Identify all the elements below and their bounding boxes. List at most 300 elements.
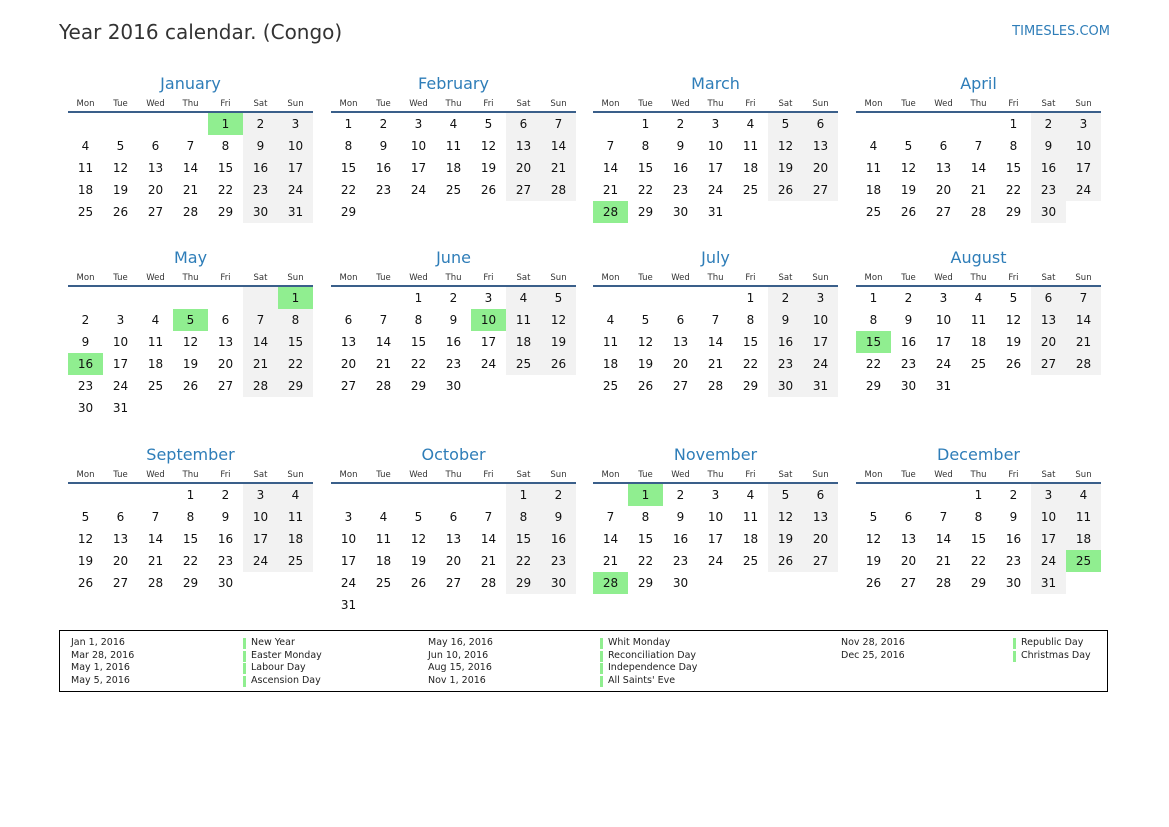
day-cell: 30 [672,205,689,219]
day-cell: 9 [676,139,685,153]
weekday-header: Fri [733,271,768,287]
day-cell: 18 [970,335,987,349]
day-cell: 26 [900,205,917,219]
day-cell: 17 [1066,157,1101,179]
holiday-day-cell: 5 [173,309,208,331]
day-cell: 2 [1009,488,1018,502]
day-cell: 10 [707,139,724,153]
day-cell: 18 [77,183,94,197]
weekday-header: Sun [803,271,838,287]
day-cell: 6 [344,313,353,327]
month-grid [331,271,576,397]
day-cell: 1 [414,291,423,305]
day-cell: 20 [445,554,462,568]
day-cell: 8 [869,313,878,327]
weekday-header: Fri [996,468,1031,484]
day-cell: 15 [1005,161,1022,175]
day-cell: 10 [1066,135,1101,157]
month-april [856,74,1101,223]
day-cell: 30 [541,572,576,594]
day-cell: 8 [186,510,195,524]
holiday-marker [243,651,246,662]
day-cell: 5 [484,117,493,131]
day-cell: 9 [243,135,278,157]
weekday-header: Thu [436,97,471,113]
empty-day-cell [103,113,138,135]
weekday-header: Sun [541,468,576,484]
day-cell: 23 [445,357,462,371]
day-cell: 27 [803,550,838,572]
month-name: August [950,248,1007,267]
day-cell: 12 [900,161,917,175]
day-cell: 9 [1009,510,1018,524]
month-january [68,74,313,223]
day-cell: 10 [112,335,129,349]
empty-day-cell [278,397,313,419]
weekday-header: Tue [628,271,663,287]
weekday-header: Sat [243,271,278,287]
weekday-header: Fri [996,97,1031,113]
weekday-header: Tue [366,271,401,287]
day-cell: 6 [803,113,838,135]
weekday-header: Sat [768,468,803,484]
day-cell: 2 [449,291,458,305]
holiday-marker [600,651,603,662]
weekday-header: Sat [1031,97,1066,113]
day-cell: 29 [182,576,199,590]
empty-day-cell [436,594,471,616]
weekday-header: Sun [278,271,313,287]
weekday-header: Fri [208,271,243,287]
holiday-legend [59,630,1108,692]
day-cell: 29 [865,379,882,393]
day-cell: 24 [278,179,313,201]
day-cell: 25 [147,379,164,393]
empty-day-cell [366,201,401,223]
weekday-header: Mon [856,271,891,287]
day-cell: 4 [379,510,388,524]
day-cell: 20 [112,554,129,568]
weekday-header: Tue [366,468,401,484]
day-cell: 25 [970,357,987,371]
day-cell: 17 [707,161,724,175]
day-cell: 29 [278,375,313,397]
day-cell: 12 [182,335,199,349]
day-cell: 21 [1066,331,1101,353]
empty-day-cell [401,484,436,506]
day-cell: 25 [278,550,313,572]
holiday-day-cell: 1 [208,113,243,135]
day-cell: 28 [243,375,278,397]
month-name: May [173,248,208,267]
month-name: April [960,74,997,93]
day-cell: 22 [506,550,541,572]
day-cell: 24 [410,183,427,197]
month-grid [68,468,313,594]
day-cell: 22 [410,357,427,371]
day-cell: 11 [278,506,313,528]
day-cell: 26 [1005,357,1022,371]
empty-day-cell [803,572,838,594]
day-cell: 30 [768,375,803,397]
day-cell: 3 [939,291,948,305]
empty-day-cell [1066,375,1101,397]
weekday-header: Thu [698,468,733,484]
day-cell: 26 [77,576,94,590]
day-cell: 3 [711,117,720,131]
day-cell: 8 [344,139,353,153]
month-june [331,248,576,397]
day-cell: 16 [672,532,689,546]
day-cell: 7 [606,510,615,524]
day-cell: 15 [637,161,654,175]
day-cell: 30 [672,576,689,590]
weekday-header: Mon [593,271,628,287]
weekday-header: Tue [103,468,138,484]
weekday-header: Fri [996,271,1031,287]
day-cell: 31 [340,598,357,612]
day-cell: 19 [182,357,199,371]
holiday-date: May 1, 2016 [71,662,130,673]
day-cell: 5 [414,510,423,524]
month-name: February [418,74,489,93]
day-cell: 31 [1031,572,1066,594]
day-cell: 23 [375,183,392,197]
holiday-marker [600,663,603,674]
day-cell: 2 [541,484,576,506]
weekday-header: Sat [1031,271,1066,287]
weekday-header: Wed [401,271,436,287]
day-cell: 28 [935,576,952,590]
day-cell: 18 [278,528,313,550]
day-cell: 29 [410,379,427,393]
day-cell: 11 [445,139,462,153]
day-cell: 14 [147,532,164,546]
day-cell: 4 [81,139,90,153]
month-august [856,248,1101,397]
day-cell: 10 [935,313,952,327]
day-cell: 6 [1031,287,1066,309]
day-cell: 24 [480,357,497,371]
holiday-date: Nov 1, 2016 [428,674,486,686]
day-cell: 22 [217,183,234,197]
empty-day-cell [138,113,173,135]
month-july [593,248,838,397]
day-cell: 27 [672,379,689,393]
day-cell: 15 [742,335,759,349]
day-cell: 15 [278,331,313,353]
day-cell: 13 [900,532,917,546]
weekday-header: Wed [138,468,173,484]
day-cell: 10 [410,139,427,153]
day-cell: 30 [445,379,462,393]
empty-day-cell [541,594,576,616]
weekday-header: Sun [1066,97,1101,113]
day-cell: 26 [768,179,803,201]
day-cell: 6 [151,139,160,153]
holiday-name: Ascension Day [251,674,321,686]
day-cell: 13 [803,506,838,528]
day-cell: 14 [1066,309,1101,331]
day-cell: 7 [243,309,278,331]
month-december [856,445,1101,594]
day-cell: 4 [606,313,615,327]
day-cell: 8 [221,139,230,153]
empty-day-cell [68,484,103,506]
empty-day-cell [961,113,996,135]
empty-day-cell [506,375,541,397]
day-cell: 12 [1005,313,1022,327]
day-cell: 30 [243,201,278,223]
weekday-header: Wed [663,468,698,484]
month-march [593,74,838,223]
day-cell: 13 [147,161,164,175]
empty-day-cell [471,375,506,397]
month-grid [856,271,1101,397]
day-cell: 1 [1009,117,1018,131]
day-cell: 3 [278,113,313,135]
weekday-header: Sun [278,97,313,113]
weekday-header: Thu [173,468,208,484]
day-cell: 25 [742,183,759,197]
day-cell: 22 [970,554,987,568]
weekday-header: Fri [471,97,506,113]
month-grid [593,468,838,594]
empty-day-cell [243,287,278,309]
day-cell: 25 [445,183,462,197]
holiday-marker [600,676,603,687]
day-cell: 12 [112,161,129,175]
day-cell: 17 [935,335,952,349]
holiday-day-cell: 16 [68,353,103,375]
day-cell: 15 [340,161,357,175]
day-cell: 25 [742,554,759,568]
day-cell: 27 [217,379,234,393]
day-cell: 20 [672,357,689,371]
day-cell: 29 [637,205,654,219]
day-cell: 18 [147,357,164,371]
day-cell: 7 [186,139,195,153]
holiday-day-cell: 15 [856,331,891,353]
day-cell: 3 [803,287,838,309]
weekday-header: Mon [331,271,366,287]
empty-day-cell [856,484,891,506]
empty-day-cell [138,397,173,419]
month-grid [593,97,838,223]
day-cell: 11 [77,161,94,175]
day-cell: 11 [970,313,987,327]
day-cell: 19 [768,157,803,179]
day-cell: 6 [449,510,458,524]
holiday-date: Dec 25, 2016 [841,649,905,661]
day-cell: 26 [410,576,427,590]
empty-day-cell [278,572,313,594]
month-grid [68,97,313,223]
weekday-header: Wed [926,271,961,287]
day-cell: 8 [974,510,983,524]
empty-day-cell [401,201,436,223]
month-name: March [691,74,740,93]
day-cell: 7 [541,113,576,135]
day-cell: 23 [1005,554,1022,568]
day-cell: 4 [151,313,160,327]
weekday-header: Tue [891,97,926,113]
day-cell: 7 [606,139,615,153]
holiday-name: Reconciliation Day [608,649,697,661]
holiday-day-cell: 1 [278,287,313,309]
weekday-header: Tue [628,468,663,484]
weekday-header: Sun [803,468,838,484]
month-name: July [701,248,730,267]
day-cell: 30 [900,379,917,393]
day-cell: 2 [904,291,913,305]
day-cell: 19 [865,554,882,568]
empty-day-cell [103,484,138,506]
day-cell: 26 [182,379,199,393]
day-cell: 19 [480,161,497,175]
day-cell: 12 [768,506,803,528]
month-grid [68,271,313,419]
empty-day-cell [961,375,996,397]
day-cell: 24 [707,554,724,568]
empty-day-cell [698,572,733,594]
day-cell: 21 [147,554,164,568]
empty-day-cell [103,287,138,309]
day-cell: 13 [112,532,129,546]
day-cell: 22 [865,357,882,371]
day-cell: 17 [410,161,427,175]
day-cell: 21 [970,183,987,197]
month-name: October [421,445,486,464]
holiday-day-cell: 25 [1066,550,1101,572]
day-cell: 1 [506,484,541,506]
weekday-header: Tue [103,97,138,113]
day-cell: 1 [974,488,983,502]
day-cell: 19 [768,528,803,550]
day-cell: 24 [1031,550,1066,572]
empty-day-cell [733,201,768,223]
day-cell: 13 [672,335,689,349]
weekday-header: Thu [436,468,471,484]
weekday-header: Wed [926,97,961,113]
weekday-header: Sun [541,97,576,113]
day-cell: 16 [1031,157,1066,179]
weekday-header: Mon [68,468,103,484]
day-cell: 3 [243,484,278,506]
weekday-header: Thu [698,97,733,113]
holiday-date: Nov 28, 2016 [841,637,905,648]
day-cell: 9 [768,309,803,331]
day-cell: 13 [506,135,541,157]
holiday-date: Aug 15, 2016 [428,662,492,673]
empty-day-cell [436,201,471,223]
day-cell: 20 [900,554,917,568]
empty-day-cell [593,287,628,309]
day-cell: 18 [742,532,759,546]
day-cell: 14 [182,161,199,175]
site-link[interactable]: TIMESLES.COM [1012,24,1110,39]
weekday-header: Wed [138,97,173,113]
day-cell: 14 [375,335,392,349]
day-cell: 7 [711,313,720,327]
day-cell: 2 [221,488,230,502]
day-cell: 4 [974,291,983,305]
day-cell: 23 [217,554,234,568]
day-cell: 20 [803,157,838,179]
empty-day-cell [243,572,278,594]
day-cell: 6 [221,313,230,327]
weekday-header: Sun [1066,468,1101,484]
day-cell: 17 [340,554,357,568]
day-cell: 8 [506,506,541,528]
day-cell: 9 [1031,135,1066,157]
day-cell: 20 [217,357,234,371]
day-cell: 9 [541,506,576,528]
day-cell: 30 [217,576,234,590]
day-cell: 16 [243,157,278,179]
month-name: January [160,74,221,93]
holiday-name: Easter Monday [251,649,322,661]
empty-day-cell [768,572,803,594]
month-grid [331,468,576,616]
day-cell: 27 [506,179,541,201]
day-cell: 11 [602,335,619,349]
day-cell: 19 [541,331,576,353]
day-cell: 26 [768,550,803,572]
holiday-day-cell: 28 [593,201,628,223]
day-cell: 20 [340,357,357,371]
weekday-header: Thu [173,97,208,113]
day-cell: 7 [1066,287,1101,309]
holiday-day-cell: 1 [628,484,663,506]
empty-day-cell [68,287,103,309]
day-cell: 30 [1031,201,1066,223]
day-cell: 14 [707,335,724,349]
day-cell: 1 [641,117,650,131]
weekday-header: Mon [593,468,628,484]
weekday-header: Wed [401,468,436,484]
day-cell: 16 [375,161,392,175]
holiday-marker [600,638,603,649]
empty-day-cell [331,287,366,309]
day-cell: 2 [676,117,685,131]
holiday-name: Christmas Day [1021,649,1091,661]
day-cell: 28 [541,179,576,201]
weekday-header: Sun [803,97,838,113]
day-cell: 31 [278,201,313,223]
day-cell: 10 [803,309,838,331]
day-cell: 22 [637,554,654,568]
page-title: Year 2016 calendar. (Congo) [59,20,343,44]
day-cell: 23 [768,353,803,375]
day-cell: 23 [541,550,576,572]
day-cell: 31 [935,379,952,393]
weekday-header: Sat [1031,468,1066,484]
holiday-date: Jan 1, 2016 [71,637,125,648]
day-cell: 26 [480,183,497,197]
day-cell: 1 [344,117,353,131]
weekday-header: Sat [768,271,803,287]
day-cell: 17 [707,532,724,546]
day-cell: 29 [506,572,541,594]
day-cell: 22 [278,353,313,375]
holiday-day-cell: 10 [471,309,506,331]
weekday-header: Wed [138,271,173,287]
day-cell: 29 [340,205,357,219]
day-cell: 18 [506,331,541,353]
empty-day-cell [663,287,698,309]
day-cell: 29 [1005,205,1022,219]
